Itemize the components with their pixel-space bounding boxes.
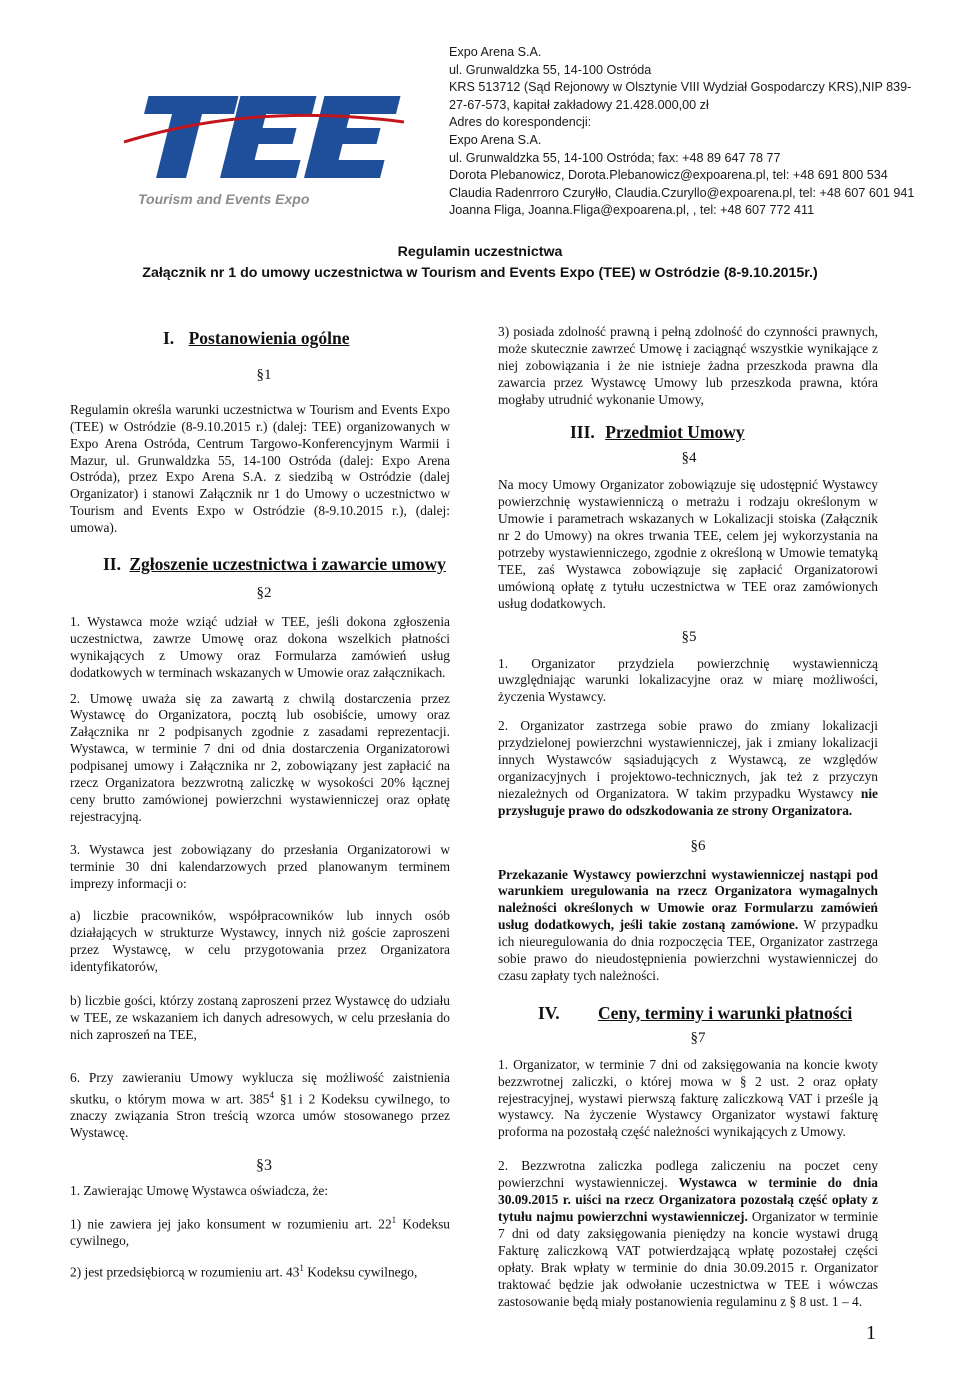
contact-person-2: Claudia Radenrroro Czuryłło, Claudia.Czuryllo@expoarena.pl, tel: +48 607 601 941 bbox=[449, 185, 915, 200]
paragraph-3-item-3: 3) posiada zdolność prawną i pełną zdolność do czynności prawnych, może skutecznie zawrzeć Umowę i zaciągnąć wszystkie wynikające z niej zobowiązania i że nie istnieje żadna przeszkoda prawna dla zawarcia przez Wystawcę Umowy lub przeszkoda prawna, która mogłaby utrudnić wykonanie Umowy, bbox=[498, 324, 878, 407]
paragraph-3-item-1a: 1) nie zawiera jej jako konsument w rozumieniu art. $22^1$ Kodeksu cywilnego, bbox=[70, 1214, 450, 1249]
correspondence-company: Expo Arena S.A. bbox=[449, 132, 542, 147]
logo-tagline: Tourism and Events Expo bbox=[138, 191, 310, 207]
right-column bbox=[498, 324, 878, 1310]
paragraph-7-item-1: 1. Organizator, w terminie 7 dni od zaksięgowania na koncie kwoty bezzwrotnej zaliczki, o której mowa w § 2 ust. 2 oraz opłaty rejestracyjnej, wystawi pierwszą fakturę zaliczkową VAT i prześle ją wystawcy. Na życzenie Wystawcy Organizator wystawi fakturę proforma na pozostałą część należności wynikających z Umowy. bbox=[498, 1056, 878, 1140]
paragraph-1-text: Regulamin określa warunki uczestnictwa w Tourism and Events Expo (TEE) w Ostródzie (8-9.10.2015 r.) (dalej: TEE) organizowanych w Expo Arena Ostróda, Centrum Targowo-Konferencyjnym Warmii i Mazur, ul. Grunwaldzka 55, 14-100 Ostróda (dalej: Expo Arena Ostróda), przez Expo Arena S.A. z siedzibą w Ostródzie (dalej Organizator) i stanowi Załącznik nr 1 do Umowy o uczestnictwo w Tourism and Events Expo w Ostródzie (8-9.10.2015 r.), (dalej: umowa). bbox=[70, 401, 450, 536]
correspondence-label: Adres do korespondencji: bbox=[449, 115, 592, 130]
paragraph-7-symbol: §7 bbox=[690, 1029, 706, 1046]
document-subtitle: Załącznik nr 1 do umowy uczestnictwa w Tourism and Events Expo (TEE) w Ostródzie (8-9.10.2015r.) bbox=[142, 265, 818, 281]
section-3-heading bbox=[498, 421, 878, 442]
paragraph-4-symbol: §4 bbox=[681, 450, 697, 467]
paragraph-5-item-2: 2. Organizator zastrzega sobie prawo do zmiany lokalizacji przydzielonej powierzchni wystawienniczej, jak i zmiany lokalizacji innych Wystawców sąsiadujących z Wystawcą, ze względów organizacyjnych i projektowo-technicznych, jak też z przyczyn niezależnych od Organizatora. W takim przypadku Wystawcy nie przysługuje prawo do odszkodowania ze strony Organizatora. bbox=[498, 718, 878, 818]
paragraph-2-item-2: 2. Umowę uważa się za zawartą z chwilą dostarczenia przez Wystawcę do Organizatora, pocztą lub osobiście, umowy oraz Załącznika nr 2 podpisanych zgodnie z zasadami reprezentacji. Wystawca, w terminie 7 dni od dnia dostarczenia Organizatorowi podpisanej umowy i Załącznika nr 2, zobowiązany jest zapłacić na rzecz Organizatora bezzwrotną zaliczkę w wysokości 20% łącznej ceny brutto zamówionej powierzchni wystawienniczej oraz opłatę rejestracyjną. bbox=[70, 690, 450, 824]
section-1-number: I. bbox=[163, 328, 175, 348]
paragraph-2-item-1: 1. Wystawca może wziąć udział w TEE, jeśli dokona zgłoszenia uczestnictwa, zawrze Umowę oraz dokona wszelkich płatności wynikających z Umowy oraz Formularza zamówień usług dodatkowych w terminach wskazanych w Umowie oraz załącznikach. bbox=[70, 613, 450, 680]
paragraph-6-symbol: §6 bbox=[690, 837, 706, 854]
section-1-heading bbox=[70, 330, 450, 347]
left-column bbox=[70, 330, 450, 1281]
document-title: Regulamin uczestnictwa bbox=[397, 244, 563, 260]
company-name: Expo Arena S.A. bbox=[449, 45, 542, 59]
contact-block bbox=[449, 44, 929, 220]
section-3-number: III. bbox=[570, 421, 595, 442]
paragraph-2-item-3b: b) liczbie gości, którzy zostaną zaproszeni przez Wystawcę do udziału w TEE, ze wskazaniem ich danych adresowych, w celu przesłania do nich zaproszeń na TEE, bbox=[70, 993, 450, 1042]
tee-logo bbox=[104, 82, 426, 218]
paragraph-2-item-3a: a) liczbie pracowników, współpracowników lub innych osób działających w strukturze Wystawcy, innych niż goście zaproszeni przez Wystawcę, w celu przygotowania przez Organizatora identyfikatorów, bbox=[70, 908, 450, 975]
company-address: ul. Grunwaldzka 55, 14-100 Ostróda bbox=[449, 62, 652, 77]
contact-person-1: Dorota Plebanowicz, Dorota.Plebanowicz@expoarena.pl, tel: +48 691 800 534 bbox=[449, 168, 888, 183]
section-4-title: Ceny, terminy i warunki płatności bbox=[597, 1002, 853, 1023]
paragraph-2-item-6: 6. Przy zawieraniu Umowy wyklucza się możliwość zaistnienia skutku, o którym mowa w art. $385^4$ §1 i 2 Kodeksu cywilnego, to znaczy związania Stron treścią wzorca umów stosowanego przez Wystawcę. bbox=[70, 1069, 450, 1140]
paragraph-5-symbol: §5 bbox=[681, 628, 697, 645]
paragraph-3-symbol: §3 bbox=[256, 1156, 272, 1174]
correspondence-address: ul. Grunwaldzka 55, 14-100 Ostróda; fax: +48 89 647 78 77 bbox=[449, 150, 781, 165]
page-number: 1 bbox=[866, 1322, 876, 1344]
paragraph-1-symbol: §1 bbox=[256, 366, 272, 383]
paragraph-3-item-2a: 2) jest przedsiębiorcą w rozumieniu art. $43^1$ Kodeksu cywilnego, bbox=[70, 1263, 418, 1280]
section-2-number: II. bbox=[103, 554, 121, 575]
paragraph-6-text: Przekazanie Wystawcy powierzchni wystawienniczej nastąpi pod warunkiem uregulowania na rzecz Organizatora wymagalnych należności określonych w Umowie oraz Formularzu zamówień usług dodatkowych, jeśli takie zostaną zamówione. W przypadku ich nieuregulowania do dnia rozpoczęcia TEE, Organizator zastrzega sobie prawo do nieudostępnienia powierzchni wystawienniczej do czasu zapłaty tych należności. bbox=[498, 866, 878, 983]
section-4-number: IV. bbox=[538, 1002, 560, 1023]
section-2-heading bbox=[70, 556, 450, 573]
section-4-heading bbox=[498, 1002, 878, 1023]
company-registration: KRS 513712 (Sąd Rejonowy w Olsztynie VIII Wydział Gospodarczy KRS),NIP 839-27-67-573, kapitał zakładowy 21.428.000,00 zł bbox=[449, 80, 912, 112]
paragraph-7-item-2: 2. Bezzwrotna zaliczka podlega zaliczeniu na poczet ceny powierzchni wystawienniczej. Wystawca w terminie do dnia 30.09.2015 r. uiści na rzecz Organizatora pozostałą część opłaty z tytułu najmu powierzchni wystawienniczej. Organizator w terminie 7 dni od daty zaksięgowania pieniędzy na koncie wystawi drugą Fakturę zaliczkową VAT potwierdzającą wpłatę pozostałej części opłaty. Brak wpłaty w terminie do dnia 30.09.2015 r. Organizator traktować będzie jak odwołanie uczestnictwa w TEE i wówczas zastosowanie będą miały postanowienia regulaminu z § 8 ust. 1 – 4. bbox=[498, 1158, 878, 1309]
paragraph-2-symbol: §2 bbox=[256, 584, 272, 601]
paragraph-5-item-1: 1. Organizator przydziela powierzchnię wystawienniczą uwzględniając warunki lokalizacyjne oraz w miarę możliwości, życzenia Wystawcy. bbox=[498, 655, 878, 705]
contact-person-3: Joanna Fliga, Joanna.Fliga@expoarena.pl, , tel: +48 607 772 411 bbox=[449, 203, 815, 218]
paragraph-4-text: Na mocy Umowy Organizator zobowiązuje się udostępnić Wystawcy powierzchnię wystawienniczą o metrażu i rodzaju określonym w Umowie i parametrach wskazanych w Lokalizacji stoiska (Załącznik nr 2 do Umowy) na okres trwania TEE, celem jej wykorzystania na potrzeby wystawienniczego, zgodnie z określoną w Umowie tematyką TEE, zaś Wystawca zobowiązuje się zapłacić Organizatorowi umówioną opłatę z tytułu uczestnictwa w TEE oraz zamówionych usług dodatkowych. bbox=[498, 477, 878, 611]
section-1-title: Postanowienia ogólne bbox=[188, 328, 350, 348]
paragraph-3-item-1: 1. Zawierając Umowę Wystawca oświadcza, że: bbox=[70, 1182, 329, 1198]
paragraph-2-item-3: 3. Wystawca jest zobowiązany do przesłania Organizatorowi w terminie 30 dni kalendarzowych przed planowanym terminem imprezy informacji o: bbox=[70, 841, 450, 891]
section-3-title: Przedmiot Umowy bbox=[605, 421, 745, 442]
section-2-title: Zgłoszenie uczestnictwa i zawarcie umowy bbox=[129, 554, 446, 575]
